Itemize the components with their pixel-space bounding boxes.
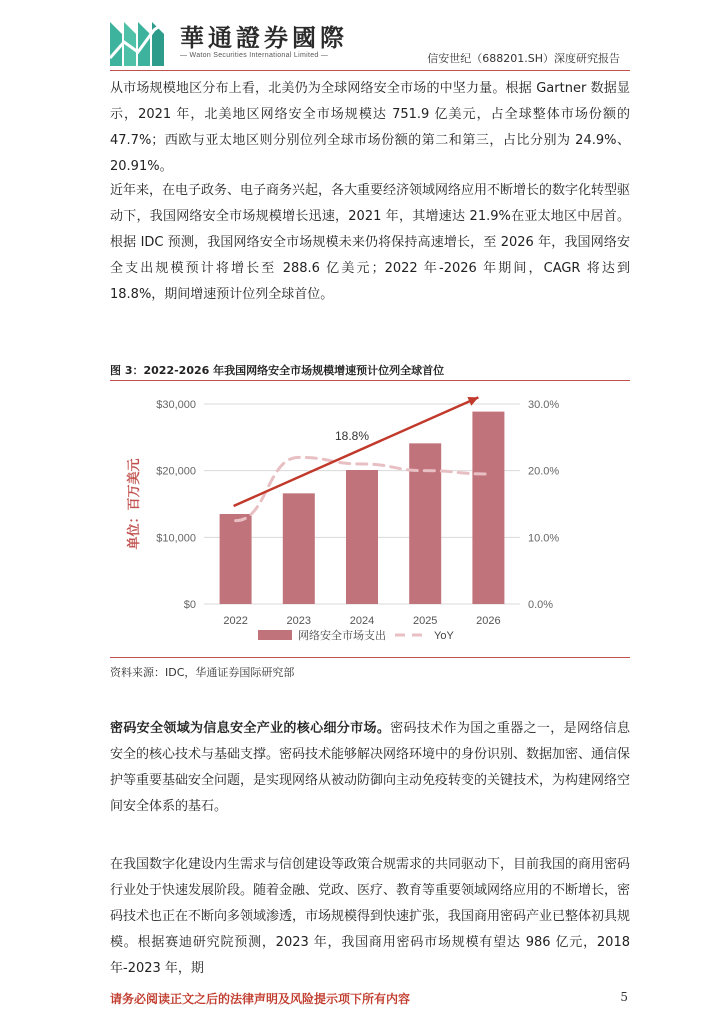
y2-tick-label: 0.0% bbox=[528, 599, 554, 611]
legend-swatch-bar bbox=[258, 630, 292, 640]
bar bbox=[283, 493, 315, 604]
figure-source: 资料来源：IDC，华通证券国际研究部 bbox=[110, 666, 295, 679]
legend-label-bar: 网络安全市场支出 bbox=[298, 629, 386, 642]
bar bbox=[220, 514, 252, 604]
figure-top-rule bbox=[110, 380, 630, 381]
paragraph-4: 在我国数字化建设内生需求与信创建设等政策合规需求的共同驱动下，目前我国的商用密码行业处于快速发展阶段。随着金融、党政、医疗、教育等重要领域网络应用的不断增长，密码技术也正在不断向多领域渗透，市场规模得到快速扩张，我国商用密码产业已整体初具规模。根据赛迪研究院预测，2023 年，我国商用密码市场规模有望达 986 亿元，2018 年-2023 年，期 bbox=[110, 857, 631, 976]
paragraph-1: 从市场规模地区分布上看，北美仍为全球网络安全市场的中坚力量。根据 Gartner 数据显示，2021 年，北美地区网络安全市场规模达 751.9 亿美元，占全球整体市场份额的 47.7%；西欧与亚太地区则分别位列全球市场份额的第二和第三，占比分别为 24.9%、20.91%。 bbox=[110, 81, 630, 174]
x-tick-label: 2024 bbox=[349, 615, 375, 627]
bar bbox=[409, 443, 441, 604]
x-tick-label: 2022 bbox=[223, 615, 248, 627]
legend-label-yoy: YoY bbox=[434, 630, 454, 642]
paragraph-3 bbox=[110, 716, 630, 820]
figure-bottom-rule bbox=[110, 657, 630, 658]
paragraph-2: 近年来，在电子政务、电子商务兴起，各大重要经济领域网络应用不断增长的数字化转型驱动下，我国网络安全市场规模增长迅速，2021 年，其增速达 21.9%在亚太地区中居首。根据 IDC 预测，我国网络安全市场规模未来仍将保持高速增长，至 2026 年，我国网络安全支出规模预计将增长至 288.6 亿美元；2022 年-2026 年期间，CAGR 将达到 18.8%，期间增速预计位列全球首位。 bbox=[110, 183, 631, 302]
y-tick-label: $10,000 bbox=[156, 532, 196, 545]
cagr-annotation: 18.8% bbox=[334, 429, 370, 443]
header-divider bbox=[110, 70, 630, 71]
page-number: 5 bbox=[620, 990, 628, 1004]
brand-name-cn: 華通證券國際 bbox=[180, 24, 348, 52]
x-tick-label: 2023 bbox=[286, 615, 312, 627]
waton-logo-icon bbox=[110, 18, 170, 66]
legal-notice: 请务必阅读正文之后的法律声明及风险提示项下所有内容 bbox=[110, 992, 411, 1006]
report-title: 信安世纪（688201.SH）深度研究报告 bbox=[427, 52, 620, 65]
chart-legend bbox=[258, 628, 454, 642]
y-tick-label: $20,000 bbox=[156, 465, 196, 478]
bar bbox=[346, 470, 378, 604]
paragraph-3-lead: 密码安全领域为信息安全产业的核心细分市场。 bbox=[110, 721, 391, 736]
bar bbox=[472, 412, 504, 604]
y2-tick-label: 30.0% bbox=[528, 399, 560, 411]
x-tick-label: 2026 bbox=[476, 615, 501, 627]
x-tick-label: 2025 bbox=[412, 615, 438, 627]
y2-tick-label: 20.0% bbox=[528, 465, 560, 478]
paragraph-3-body: 密码技术作为国之重器之一，是网络信息安全的核心技术与基础支撑。密码技术能够解决网络环境中的身份识别、数据加密、通信保护等重要基础安全问题，是实现网络从被动防御向主动免疫转变的关键技术，为构建网络空间安全体系的基石。 bbox=[110, 721, 631, 814]
y-axis-label: 单位：百万美元 bbox=[127, 458, 142, 550]
y-tick-label: $30,000 bbox=[156, 399, 196, 411]
y2-tick-label: 10.0% bbox=[528, 532, 560, 545]
market-size-chart bbox=[110, 384, 630, 654]
y-tick-label: $0 bbox=[183, 599, 196, 611]
figure-title: 图 3：2022-2026 年我国网络安全市场规模增速预计位列全球首位 bbox=[110, 364, 445, 377]
brand-name-en: — Waton Securities International Limited — bbox=[180, 52, 329, 59]
